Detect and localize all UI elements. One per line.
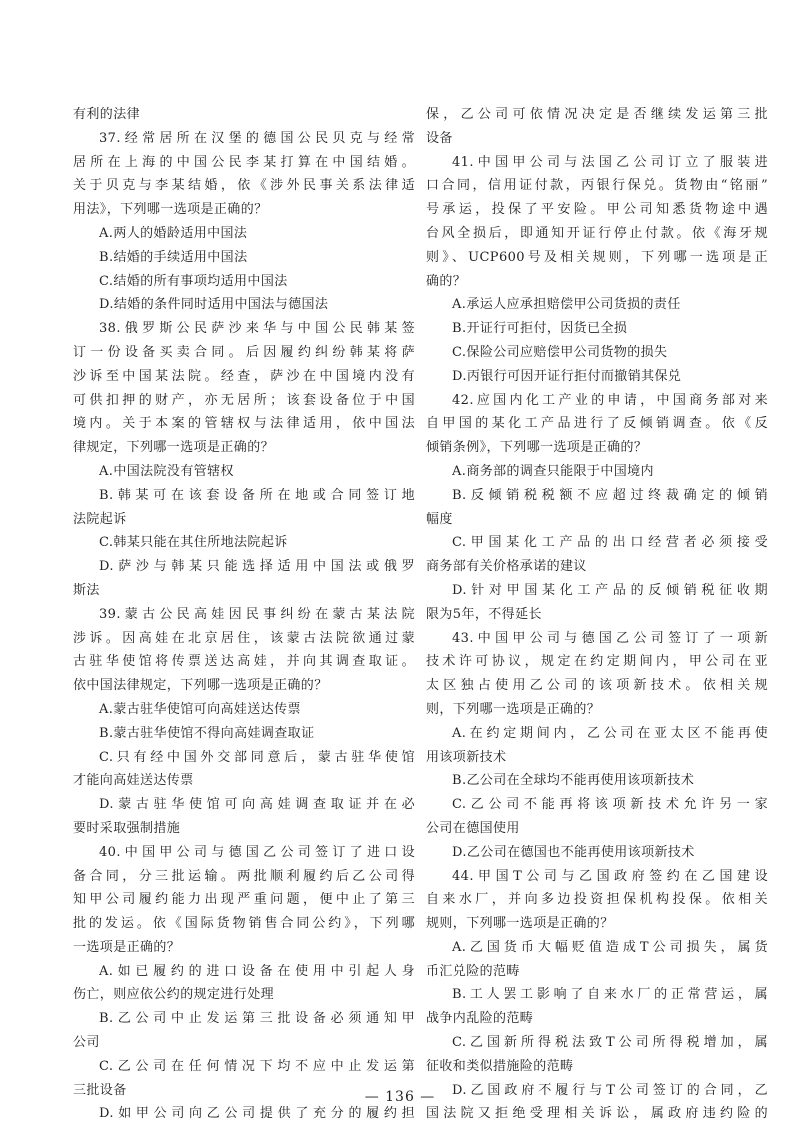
text-line: D.针对甲国某化工产品的反倾销税征收期	[452, 582, 768, 598]
text-line: 斯法	[73, 582, 100, 598]
text-line: D.结婚的条件同时适用中国法与德国法	[99, 297, 329, 313]
text-line: 币汇兑险的范畴	[426, 963, 520, 979]
text-line: 涉诉。因高娃在北京居住，该蒙古法院欲通过蒙	[73, 630, 415, 646]
text-line: C.乙公司在任何情况下均不应中止发运第	[99, 1058, 415, 1074]
text-line: 则》、UCP600号及相关规则，下列哪一选项是正	[426, 249, 768, 265]
text-line: 技术许可协议，规定在约定期间内，甲公司在亚	[426, 654, 768, 670]
text-line: 37.经常居所在汉堡的德国公民贝克与经常	[99, 130, 415, 146]
text-line: 要时采取强制措施	[73, 820, 181, 836]
text-line: 可供扣押的财产，亦无居所；该套设备位于中国	[73, 392, 415, 408]
text-line: 44.甲国T公司与乙国政府签约在乙国建设	[452, 868, 768, 884]
text-line: 限为5年，不得延长	[426, 606, 542, 622]
text-line: B.蒙古驻华使馆不得向高娃调查取证	[99, 725, 315, 741]
text-line: 公司	[73, 1035, 100, 1051]
text-line: 有利的法律	[73, 107, 141, 122]
text-line: 批的发运。依《国际货物销售合同公约》，下列哪	[73, 916, 415, 932]
text-line: D.丙银行可因开证行拒付而撤销其保兑	[452, 368, 682, 384]
text-line: 战争内乱险的范畴	[426, 1011, 534, 1027]
text-line: 幅度	[426, 511, 453, 527]
text-line: 自甲国的某化工产品进行了反倾销调查。依《反	[426, 416, 768, 432]
text-line: 商务部有关价格承诺的建议	[426, 559, 587, 575]
text-line: 倾销条例》，下列哪一选项是正确的？	[426, 440, 648, 456]
text-line: 依中国法律规定，下列哪一选项是正确的？	[73, 678, 328, 694]
text-line: C.结婚的所有事项均适用中国法	[99, 273, 288, 289]
text-line: 古驻华使馆将传票送达高娃，并向其调查取证。	[73, 654, 415, 670]
text-line: C.只有经中国外交部同意后，蒙古驻华使馆	[99, 749, 415, 765]
text-line: 43.中国甲公司与德国乙公司签订了一项新	[452, 630, 768, 646]
text-line: 确的？	[426, 273, 467, 289]
text-line: 伤亡，则应依公约的规定进行处理	[73, 987, 275, 1003]
text-line: 公司在德国使用	[426, 820, 520, 836]
text-line: 征收和类似措施险的范畴	[426, 1058, 574, 1074]
text-line: A.商务部的调查只能限于中国境内	[452, 463, 654, 479]
text-line: A.如已履约的进口设备在使用中引起人身	[99, 963, 415, 979]
text-line: 居所在上海的中国公民李某打算在中国结婚。	[73, 154, 415, 170]
text-line: C.乙国新所得税法致T公司所得税增加，属	[452, 1035, 768, 1051]
text-line: A.承运人应承担赔偿甲公司货损的责任	[452, 297, 681, 313]
text-line: 律规定，下列哪一选项是正确的？	[73, 440, 275, 456]
text-line: 用该项新技术	[426, 749, 507, 765]
text-line: 台风全损后，即通知开证行停止付款。依《海牙规	[426, 225, 768, 241]
right-column	[426, 103, 768, 1126]
text-line: 一选项是正确的？	[73, 939, 181, 955]
text-line: B.工人罢工影响了自来水厂的正常营运，属	[452, 987, 768, 1003]
left-column	[73, 103, 415, 1126]
text-line: 才能向高娃送达传票	[73, 773, 194, 789]
text-line: 41.中国甲公司与法国乙公司订立了服装进	[452, 154, 768, 170]
text-line: D.如甲公司向乙公司提供了充分的履约担	[99, 1106, 415, 1122]
text-line: D.乙公司在德国也不能再使用该项新技术	[452, 844, 695, 860]
text-line: 设备	[426, 130, 453, 146]
text-line: D.萨沙与韩某只能选择适用中国法或俄罗	[99, 559, 415, 575]
text-line: A.两人的婚龄适用中国法	[99, 225, 248, 241]
text-line: 国法院又拒绝受理相关诉讼，属政府违约险的	[426, 1106, 768, 1122]
text-line: 规则，下列哪一选项是正确的？	[426, 916, 614, 932]
text-line: 39.蒙古公民高娃因民事纠纷在蒙古某法院	[99, 606, 415, 622]
page-number: — 136 —	[364, 1089, 436, 1105]
text-line: 知甲公司履约能力出现严重问题，便中止了第三	[73, 892, 415, 908]
text-line: C.保险公司应赔偿甲公司货物的损失	[452, 344, 668, 360]
text-line: 则，下列哪一选项是正确的？	[426, 701, 601, 717]
text-line: C.乙公司不能再将该项新技术允许另一家	[452, 797, 768, 813]
text-line: C.甲国某化工产品的出口经营者必须接受	[452, 535, 768, 551]
text-line: A.中国法院没有管辖权	[99, 463, 234, 479]
text-line: A.蒙古驻华使馆可向高娃送达传票	[99, 701, 301, 717]
text-line: 用法》，下列哪一选项是正确的？	[73, 202, 268, 218]
text-line: C.韩某只能在其住所地法院起诉	[99, 535, 288, 551]
text-line: A.在约定期间内，乙公司在亚太区不能再使	[452, 725, 768, 741]
text-line: D.乙国政府不履行与T公司签订的合同，乙	[452, 1082, 768, 1098]
text-line: 三批设备	[73, 1082, 127, 1098]
text-line: 口合同，信用证付款，丙银行保兑。货物由“铭丽”	[426, 178, 768, 194]
text-line: 太区独占使用乙公司的该项新技术。依相关规	[426, 678, 768, 694]
text-line: 订一份设备买卖合同。后因履约纠纷韩某将萨	[73, 344, 415, 360]
text-line: 沙诉至中国某法院。经查，萨沙在中国境内没有	[73, 368, 415, 384]
text-line: 自来水厂，并向多边投资担保机构投保。依相关	[426, 892, 768, 908]
text-line: B.韩某可在该套设备所在地或合同签订地	[99, 487, 415, 503]
text-line: 42.应国内化工产业的申请，中国商务部对来	[452, 392, 768, 408]
text-line: B.反倾销税税额不应超过终裁确定的倾销	[452, 487, 768, 503]
text-line: B.结婚的手续适用中国法	[99, 249, 248, 265]
text-line: 境内。关于本案的管辖权与法律适用，依中国法	[73, 416, 415, 432]
text-line: 法院起诉	[73, 511, 127, 527]
text-line: 号承运，投保了平安险。甲公司知悉货物途中遇	[426, 202, 768, 218]
text-line: B.开证行可拒付，因货已全损	[452, 321, 628, 337]
text-line: 备合同，分三批运输。两批顺利履约后乙公司得	[73, 868, 415, 884]
text-line: D.蒙古驻华使馆可向高娃调查取证并在必	[99, 797, 415, 813]
text-line: 40.中国甲公司与德国乙公司签订了进口设	[99, 844, 415, 860]
text-line: A.乙国货币大幅贬值造成T公司损失，属货	[452, 939, 768, 955]
text-line: B.乙公司在全球均不能再使用该项新技术	[452, 773, 695, 789]
text-line: 38.俄罗斯公民萨沙来华与中国公民韩某签	[99, 321, 415, 337]
text-line: 关于贝克与李某结婚，依《涉外民事关系法律适	[73, 178, 415, 194]
text-line: B.乙公司中止发运第三批设备必须通知甲	[99, 1011, 415, 1027]
text-line: 保，乙公司可依情况决定是否继续发运第三批	[426, 107, 768, 122]
